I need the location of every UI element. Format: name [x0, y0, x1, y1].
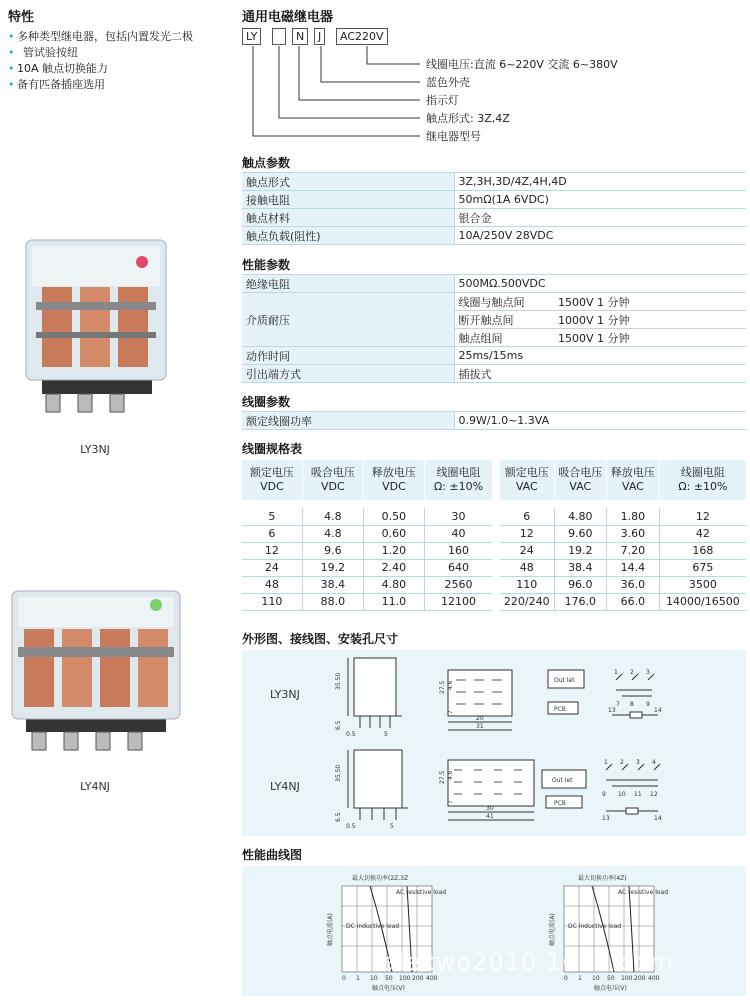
- svg-text:PCB: PCB: [554, 706, 566, 713]
- dim-ly3nj-label: LY3NJ: [270, 688, 300, 701]
- svg-text:4.6: 4.6: [447, 770, 454, 780]
- coil-spec-title: 线圈规格表: [242, 442, 303, 456]
- dimensions-title: 外形图、接线图、安装孔尺寸: [242, 632, 399, 646]
- param-value: 银合金: [454, 209, 746, 227]
- col-header: 额定电压 VDC: [242, 460, 302, 500]
- svg-text:13: 13: [608, 707, 616, 714]
- svg-text:27.5: 27.5: [439, 680, 446, 694]
- param-value: 1000V 1 分钟: [554, 311, 746, 329]
- curves-diagram: [242, 866, 746, 996]
- legend-model: 继电器型号: [426, 130, 481, 143]
- col-header: 释放电压 VDC: [363, 460, 424, 500]
- col-header: 线圈电阻 Ω: ±10%: [659, 460, 746, 500]
- dimensions-diagram: [242, 650, 746, 836]
- code-indicator: N: [292, 28, 308, 45]
- legend-shell: 蓝色外壳: [426, 76, 470, 89]
- param-key: 介质耐压: [242, 293, 454, 347]
- svg-text:20: 20: [476, 715, 484, 722]
- coil-params-title: 线圈参数: [242, 395, 291, 409]
- ly4nj-caption: LY4NJ: [80, 780, 110, 793]
- svg-text:0.5: 0.5: [346, 731, 356, 738]
- svg-text:12: 12: [650, 791, 658, 798]
- contact-params-title: 触点参数: [242, 156, 291, 170]
- svg-text:0.5: 0.5: [346, 823, 356, 830]
- table-row: [242, 365, 746, 383]
- table-row: [242, 227, 746, 245]
- ly3nj-caption: LY3NJ: [80, 443, 110, 456]
- param-key: 触点负载(阻性): [242, 227, 454, 245]
- svg-text:5: 5: [384, 731, 388, 738]
- svg-text:27.5: 27.5: [439, 770, 446, 784]
- param-subkey: 线圈与触点间: [454, 293, 554, 311]
- svg-text:6.5: 6.5: [335, 720, 342, 730]
- table-row: [242, 347, 746, 365]
- curve-left-title: 最大切换功率(2Z,3Z: [352, 875, 409, 882]
- table-row: 48 38.4 4.80 2560: [242, 576, 492, 593]
- svg-text:50: 50: [607, 975, 615, 982]
- svg-text:9: 9: [646, 701, 650, 708]
- feature-item: • 备有匹备插座选用: [8, 77, 233, 93]
- svg-text:Out let: Out let: [552, 777, 573, 784]
- table-row: 110 96.0 36.0 3500: [500, 576, 746, 593]
- curve-right-xlabel: 触点电压(V): [594, 985, 627, 992]
- features-section: [8, 6, 233, 93]
- svg-text:8: 8: [630, 701, 634, 708]
- param-key: 触点形式: [242, 173, 454, 191]
- param-value: 3Z,3H,3D/4Z,4H,4D: [454, 173, 746, 191]
- legend-voltage: 线圈电压:直流 6~220V 交流 6~380V: [426, 58, 618, 71]
- svg-text:4: 4: [652, 759, 656, 766]
- feature-item: • 管试验按纽: [8, 45, 233, 61]
- col-header: 吸合电压 VAC: [554, 460, 607, 500]
- param-value: 500MΩ.500VDC: [454, 275, 746, 293]
- svg-text:Out let: Out let: [554, 677, 575, 684]
- param-value: 1500V 1 分钟: [554, 293, 746, 311]
- feature-item: • 10A 触点切换能力: [8, 61, 233, 77]
- svg-text:13: 13: [602, 815, 610, 822]
- performance-params-table: [242, 274, 746, 383]
- svg-text:35.50: 35.50: [335, 764, 342, 782]
- table-row: 24 19.2 7.20 168: [500, 542, 746, 559]
- table-row: 6 4.80 1.80 12: [500, 508, 746, 525]
- param-value: 0.9W/1.0~1.3VA: [454, 412, 746, 430]
- code-voltage: AC220V: [336, 28, 388, 45]
- svg-text:AC resistive load: AC resistive load: [618, 889, 669, 896]
- svg-text:0: 0: [564, 975, 568, 982]
- code-shell: J: [314, 28, 325, 45]
- svg-text:3: 3: [636, 759, 640, 766]
- param-key: 动作时间: [242, 347, 454, 365]
- table-row: [242, 173, 746, 191]
- coil-spec-dc-table: [242, 460, 492, 611]
- col-header: 释放电压 VAC: [607, 460, 660, 500]
- svg-text:6.5: 6.5: [335, 812, 342, 822]
- param-key: 接触电阻: [242, 191, 454, 209]
- svg-text:400: 400: [426, 975, 438, 982]
- param-value: 1500V 1 分钟: [554, 329, 746, 347]
- svg-text:400: 400: [648, 975, 660, 982]
- table-row: [242, 209, 746, 227]
- svg-text:7: 7: [616, 701, 620, 708]
- table-row: [242, 412, 746, 430]
- contact-params-table: [242, 172, 746, 245]
- table-row: 110 88.0 11.0 12100: [242, 593, 492, 610]
- svg-text:41: 41: [486, 813, 494, 820]
- svg-text:9: 9: [602, 791, 606, 798]
- svg-text:3: 3: [646, 669, 650, 676]
- ly4nj-photo: [8, 585, 183, 760]
- col-header: 线圈电阻 Ω: ±10%: [424, 460, 492, 500]
- svg-text:1: 1: [614, 669, 618, 676]
- feature-item: • 多种类型继电器，包括内置发光二极: [8, 29, 233, 45]
- svg-text:200: 200: [634, 975, 646, 982]
- param-key: 触点材料: [242, 209, 454, 227]
- curves-title: 性能曲线图: [242, 848, 303, 862]
- svg-text:5: 5: [390, 823, 394, 830]
- svg-text:1: 1: [578, 975, 582, 982]
- svg-text:4.6: 4.6: [447, 680, 454, 690]
- svg-text:31: 31: [476, 723, 484, 730]
- svg-text:14: 14: [654, 815, 662, 822]
- table-row: [242, 293, 746, 311]
- svg-text:AC resistive load: AC resistive load: [396, 889, 447, 896]
- curve-right-ylabel: 触点电流(A): [549, 913, 556, 946]
- table-row: 12 9.6 1.20 160: [242, 542, 492, 559]
- svg-text:100: 100: [399, 975, 411, 982]
- col-header: 吸合电压 VDC: [302, 460, 363, 500]
- param-key: 引出端方式: [242, 365, 454, 383]
- param-key: 额定线圈功率: [242, 412, 454, 430]
- model-title: 通用电磁继电器: [242, 10, 334, 25]
- svg-text:7: 7: [447, 710, 454, 714]
- curve-right-title: 最大切换功率(4Z): [578, 875, 627, 882]
- table-row: 220/240 176.0 66.0 14000/16500: [500, 593, 746, 610]
- dim-height-3: 35.50: [335, 672, 342, 690]
- table-row: [242, 191, 746, 209]
- param-subkey: 断开触点间: [454, 311, 554, 329]
- svg-text:1: 1: [356, 975, 360, 982]
- legend-contact: 触点形式: 3Z,4Z: [426, 112, 510, 125]
- svg-text:10: 10: [618, 791, 626, 798]
- table-row: [242, 275, 746, 293]
- svg-text:7: 7: [447, 800, 454, 804]
- features-title: 特性: [8, 10, 35, 25]
- legend-indicator: 指示灯: [426, 94, 459, 107]
- svg-text:14: 14: [654, 707, 662, 714]
- svg-text:1: 1: [604, 759, 608, 766]
- param-key: 绝缘电阻: [242, 275, 454, 293]
- performance-params-title: 性能参数: [242, 258, 291, 272]
- svg-text:200: 200: [412, 975, 424, 982]
- svg-text:10: 10: [370, 975, 378, 982]
- code-series: LY: [242, 28, 261, 45]
- coil-spec-ac-table: [500, 460, 746, 611]
- svg-text:30: 30: [486, 805, 494, 812]
- curve-left-xlabel: 触点电压(V): [372, 985, 405, 992]
- ly3nj-photo: [22, 232, 172, 422]
- param-value: 10A/250V 28VDC: [454, 227, 746, 245]
- curve-left-ylabel: 触点电流(A): [327, 913, 334, 946]
- param-subkey: 触点组间: [454, 329, 554, 347]
- svg-text:DC inductive load: DC inductive load: [568, 923, 622, 930]
- svg-text:100: 100: [621, 975, 633, 982]
- table-row: 24 19.2 2.40 640: [242, 559, 492, 576]
- col-header: 额定电压 VAC: [500, 460, 554, 500]
- svg-text:DC inductive load: DC inductive load: [346, 923, 400, 930]
- svg-text:11: 11: [634, 791, 642, 798]
- svg-text:2: 2: [630, 669, 634, 676]
- svg-text:PCB: PCB: [554, 800, 566, 807]
- table-row: 6 4.8 0.60 40: [242, 525, 492, 542]
- table-row: 48 38.4 14.4 675: [500, 559, 746, 576]
- svg-text:0: 0: [342, 975, 346, 982]
- param-value: 插拔式: [454, 365, 746, 383]
- svg-text:50: 50: [385, 975, 393, 982]
- table-row: 5 4.8 0.50 30: [242, 508, 492, 525]
- watermark: alexwo2010.1688.com: [382, 948, 674, 976]
- dim-ly4nj-label: LY4NJ: [270, 780, 300, 793]
- svg-text:2: 2: [620, 759, 624, 766]
- param-value: 50mΩ(1A 6VDC): [454, 191, 746, 209]
- model-code-diagram: [242, 28, 742, 148]
- svg-text:10: 10: [592, 975, 600, 982]
- coil-params-table: [242, 411, 746, 430]
- param-value: 25ms/15ms: [454, 347, 746, 365]
- table-row: 12 9.60 3.60 42: [500, 525, 746, 542]
